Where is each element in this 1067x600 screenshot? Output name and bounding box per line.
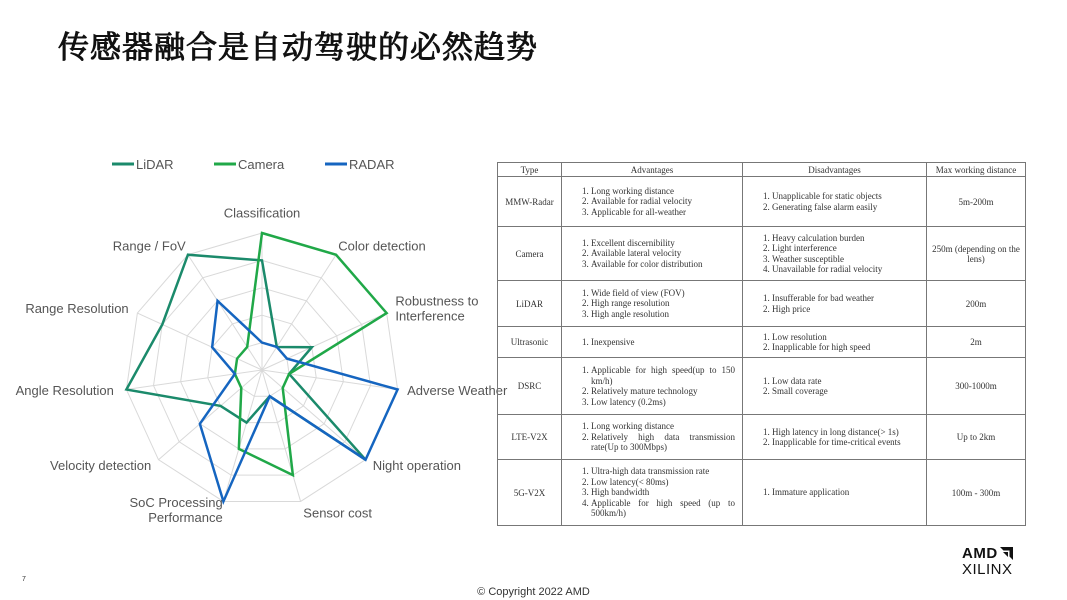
- radar-axis-label: [113, 239, 186, 254]
- cell-advantages: [562, 327, 743, 358]
- cell-advantages: [562, 460, 743, 526]
- disadvantages-list: [744, 233, 925, 275]
- radar-axis-label-line: Night operation: [372, 457, 461, 473]
- advantages-item: 1. Long working distance: [591, 421, 735, 432]
- disadvantages-item: 1. Immature application: [772, 487, 919, 498]
- cell-max-distance: 2m: [927, 327, 1026, 358]
- table-row: [498, 460, 1026, 526]
- copyright-notice: © Copyright 2022 AMD: [477, 586, 590, 598]
- header-advantages: Advantages: [562, 163, 743, 177]
- disadvantages-item: 2. High price: [772, 304, 919, 315]
- radar-axis-label: [224, 205, 301, 220]
- cell-max-distance: 100m - 300m: [927, 460, 1026, 526]
- cell-type: MMW-Radar: [498, 177, 562, 227]
- radar-axis-label-line: Range Resolution: [25, 301, 129, 317]
- table-row: [498, 358, 1026, 415]
- radar-series-camera: [235, 233, 387, 475]
- disadvantages-item: 2. Inapplicable for time-critical events: [772, 437, 919, 448]
- cell-type: Camera: [498, 227, 562, 281]
- radar-axis-label: [407, 383, 508, 398]
- amd-xilinx-logo: [962, 546, 1013, 578]
- radar-axis-label-line: Performance: [148, 510, 223, 526]
- cell-type: LiDAR: [498, 281, 562, 327]
- disadvantages-item: 2. Small coverage: [772, 386, 919, 397]
- advantages-list: [563, 466, 741, 519]
- radar-spoke: [262, 370, 301, 501]
- cell-max-distance: 300-1000m: [927, 358, 1026, 415]
- disadvantages-item: 2. Generating false alarm easily: [772, 202, 919, 213]
- table-body: [498, 177, 1026, 526]
- legend-label-camera: Camera: [238, 157, 285, 172]
- advantages-list: [563, 421, 741, 453]
- radar-axis-label: [338, 239, 425, 254]
- slide-title: 传感器融合是自动驾驶的必然趋势: [58, 30, 538, 66]
- radar-axis-label-line: Velocity detection: [50, 457, 152, 473]
- sensor-radar-chart: [15, 150, 508, 526]
- cell-advantages: [562, 227, 743, 281]
- disadvantages-item: 1. Low resolution: [772, 332, 919, 343]
- amd-logo: [962, 546, 1013, 562]
- advantages-list: [563, 288, 741, 320]
- advantages-item: 3. Available for color distribution: [591, 259, 735, 270]
- radar-axis-label: [303, 506, 372, 521]
- cell-disadvantages: [743, 177, 927, 227]
- advantages-list: [563, 238, 741, 270]
- advantages-item: 3. High bandwidth: [591, 487, 735, 498]
- table-row: [498, 327, 1026, 358]
- advantages-item: 2. Relatively mature technology: [591, 386, 735, 397]
- advantages-item: 1. Wide field of view (FOV): [591, 288, 735, 299]
- xilinx-logo-text: XILINX: [962, 560, 1013, 578]
- header-disadvantages: Disadvantages: [743, 163, 927, 177]
- radar-axis-label-line: Interference: [395, 308, 465, 324]
- radar-axis-label-line: Adverse Weather: [407, 382, 508, 398]
- radar-axis-label-line: SoC Processing: [129, 495, 223, 511]
- disadvantages-list: [744, 191, 925, 212]
- cell-disadvantages: [743, 227, 927, 281]
- cell-type: LTE-V2X: [498, 415, 562, 460]
- radar-axis-label-line: Robustness to: [395, 293, 479, 309]
- cell-type: Ultrasonic: [498, 327, 562, 358]
- amd-logo-text: AMD: [962, 545, 998, 562]
- radar-axis-label: [16, 383, 114, 398]
- disadvantages-list: [744, 332, 925, 353]
- table-header-row: [498, 163, 1026, 177]
- radar-chart-svg: [15, 150, 508, 526]
- disadvantages-item: 2. Inapplicable for high speed: [772, 342, 919, 353]
- cell-disadvantages: [743, 327, 927, 358]
- radar-axis-label: [373, 458, 461, 473]
- cell-disadvantages: [743, 358, 927, 415]
- advantages-item: 1. Applicable for high speed(up to 150 km/h): [591, 365, 735, 386]
- advantages-item: 2. Available lateral velocity: [591, 248, 735, 259]
- page-number: 7: [22, 576, 26, 583]
- radar-axis-label-line: Sensor cost: [303, 505, 372, 521]
- cell-advantages: [562, 177, 743, 227]
- header-type: Type: [498, 163, 562, 177]
- advantages-item: 2. Low latency(< 80ms): [591, 477, 735, 488]
- cell-advantages: [562, 281, 743, 327]
- cell-max-distance: 5m-200m: [927, 177, 1026, 227]
- disadvantages-list: [744, 487, 925, 498]
- cell-type: DSRC: [498, 358, 562, 415]
- advantages-item: 1. Ultra-high data transmission rate: [591, 466, 735, 477]
- amd-arrow-icon: [1000, 547, 1013, 560]
- cell-disadvantages: [743, 415, 927, 460]
- disadvantages-list: [744, 427, 925, 448]
- cell-max-distance: Up to 2km: [927, 415, 1026, 460]
- disadvantages-item: 1. Low data rate: [772, 376, 919, 387]
- advantages-item: 1. Excellent discernibility: [591, 238, 735, 249]
- advantages-list: [563, 186, 741, 218]
- disadvantages-item: 1. Unapplicable for static objects: [772, 191, 919, 202]
- table-row: [498, 227, 1026, 281]
- cell-advantages: [562, 415, 743, 460]
- radar-axis-label-line: Range / FoV: [112, 238, 186, 254]
- legend-label-lidar: LiDAR: [136, 157, 174, 172]
- advantages-item: 4. Applicable for high speed (up to 500km/h): [591, 498, 735, 519]
- disadvantages-list: [744, 376, 925, 397]
- advantages-list: [563, 365, 741, 407]
- disadvantages-item: 1. High latency in long distance(> 1s): [772, 427, 919, 438]
- cell-type: 5G-V2X: [498, 460, 562, 526]
- advantages-item: 3. High angle resolution: [591, 309, 735, 320]
- advantages-item: 2. High range resolution: [591, 298, 735, 309]
- radar-axis-label-line: Angle Resolution: [15, 382, 114, 398]
- cell-disadvantages: [743, 281, 927, 327]
- advantages-item: 3. Low latency (0.2ms): [591, 397, 735, 408]
- advantages-item: 2. Available for radial velocity: [591, 196, 735, 207]
- disadvantages-list: [744, 293, 925, 314]
- disadvantages-item: 3. Weather susceptible: [772, 254, 919, 265]
- advantages-item: 3. Applicable for all-weather: [591, 207, 735, 218]
- disadvantages-item: 2. Light interference: [772, 243, 919, 254]
- radar-axis-label: [395, 294, 478, 324]
- radar-spoke: [223, 370, 262, 501]
- disadvantages-item: 1. Insufferable for bad weather: [772, 293, 919, 304]
- table-row: [498, 415, 1026, 460]
- sensor-comparison-table: [497, 162, 1026, 526]
- advantages-item: 1. Inexpensive: [591, 337, 735, 348]
- table-row: [498, 177, 1026, 227]
- advantages-list: [563, 337, 741, 348]
- legend-label-radar: RADAR: [349, 157, 395, 172]
- cell-advantages: [562, 358, 743, 415]
- disadvantages-item: 1. Heavy calculation burden: [772, 233, 919, 244]
- radar-axis-label: [129, 495, 222, 525]
- table-row: [498, 281, 1026, 327]
- radar-axis-label-line: Color detection: [338, 238, 426, 254]
- cell-disadvantages: [743, 460, 927, 526]
- advantages-item: 1. Long working distance: [591, 186, 735, 197]
- sensor-comparison-table-container: [497, 162, 1025, 526]
- advantages-item: 2. Relatively high data transmission rate(Up to 300Mbps): [591, 432, 735, 453]
- radar-axis-label-line: Classification: [223, 205, 301, 221]
- header-max-distance: Max working distance: [927, 163, 1026, 177]
- radar-axis-label: [50, 458, 151, 473]
- cell-max-distance: 250m (depending on the lens): [927, 227, 1026, 281]
- radar-axis-label: [25, 301, 128, 316]
- disadvantages-item: 4. Unavailable for radial velocity: [772, 264, 919, 275]
- cell-max-distance: 200m: [927, 281, 1026, 327]
